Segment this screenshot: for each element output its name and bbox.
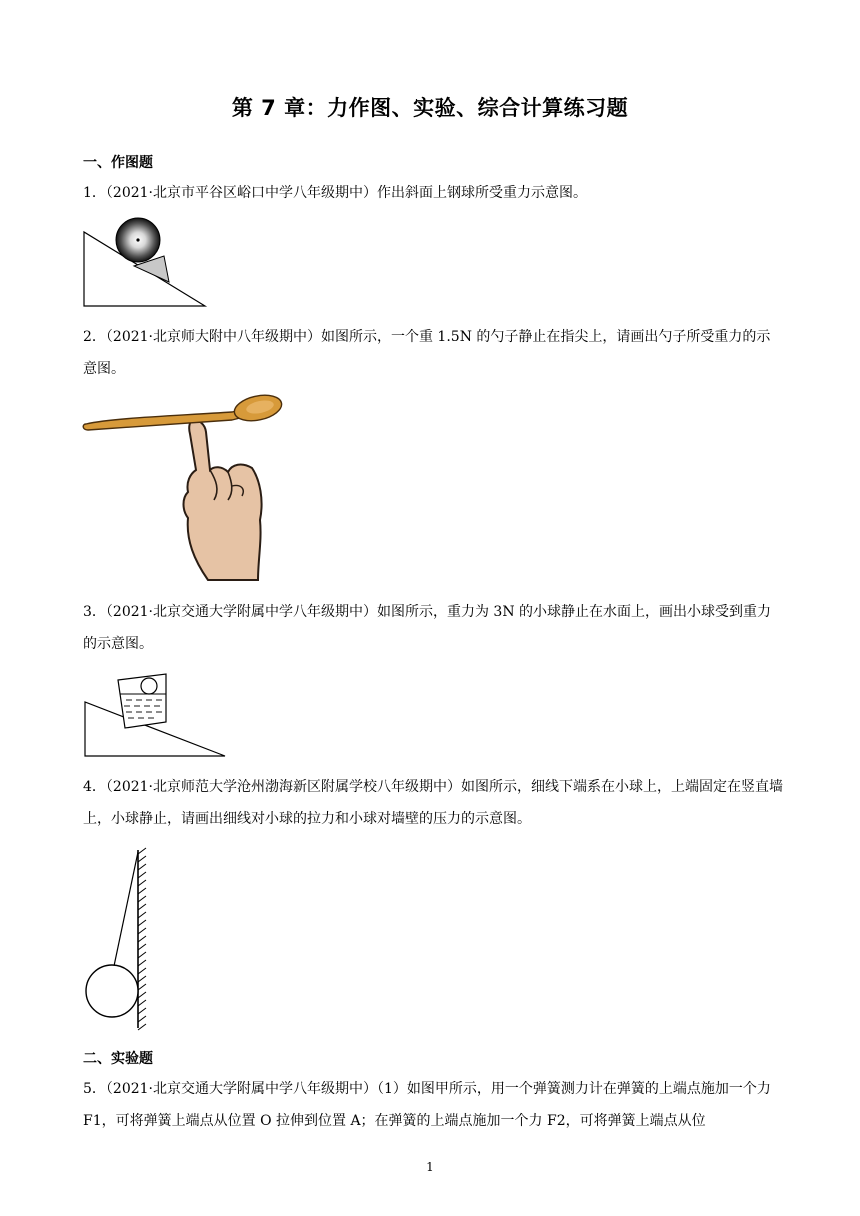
- section-heading-experiment: 二、实验题: [83, 1051, 153, 1067]
- section-heading-drawing: 一、作图题: [83, 155, 153, 171]
- figure-ball-in-water: [80, 670, 230, 760]
- figure-spoon-on-finger: [82, 390, 287, 585]
- page-title: 第 7 章：力作图、实验、综合计算练习题: [231, 96, 629, 120]
- question-4: 4．（2021·北京师范大学沧州渤海新区附属学校八年级期中）如图所示，细线下端系在小球上，上端固定在竖直墙上，小球静止，请画出细线对小球的拉力和小球对墙壁的压力的示意图。: [83, 779, 783, 827]
- question-2: 2．（2021·北京师大附中八年级期中）如图所示，一个重 1.5N 的勺子静止在指尖上，请画出勺子所受重力的示意图。: [83, 329, 771, 377]
- question-1: 1．（2021·北京市平谷区峪口中学八年级期中）作出斜面上钢球所受重力示意图。: [83, 185, 587, 201]
- figure-ball-on-incline: [80, 218, 210, 310]
- question-5: 5．（2021·北京交通大学附属中学八年级期中）（1）如图甲所示，用一个弹簧测力计在弹簧的上端点施加一个力 F1，可将弹簧上端点从位置 O 拉伸到位置 A；在弹簧的上端点施加一个力 F2，可将弹簧上端点从位: [83, 1081, 771, 1129]
- question-3: 3．（2021·北京交通大学附属中学八年级期中）如图所示，重力为 3N 的小球静止在水面上，画出小球受到重力的示意图。: [83, 604, 772, 652]
- page-number: 1: [426, 1160, 434, 1174]
- figure-ball-against-wall: [80, 848, 160, 1030]
